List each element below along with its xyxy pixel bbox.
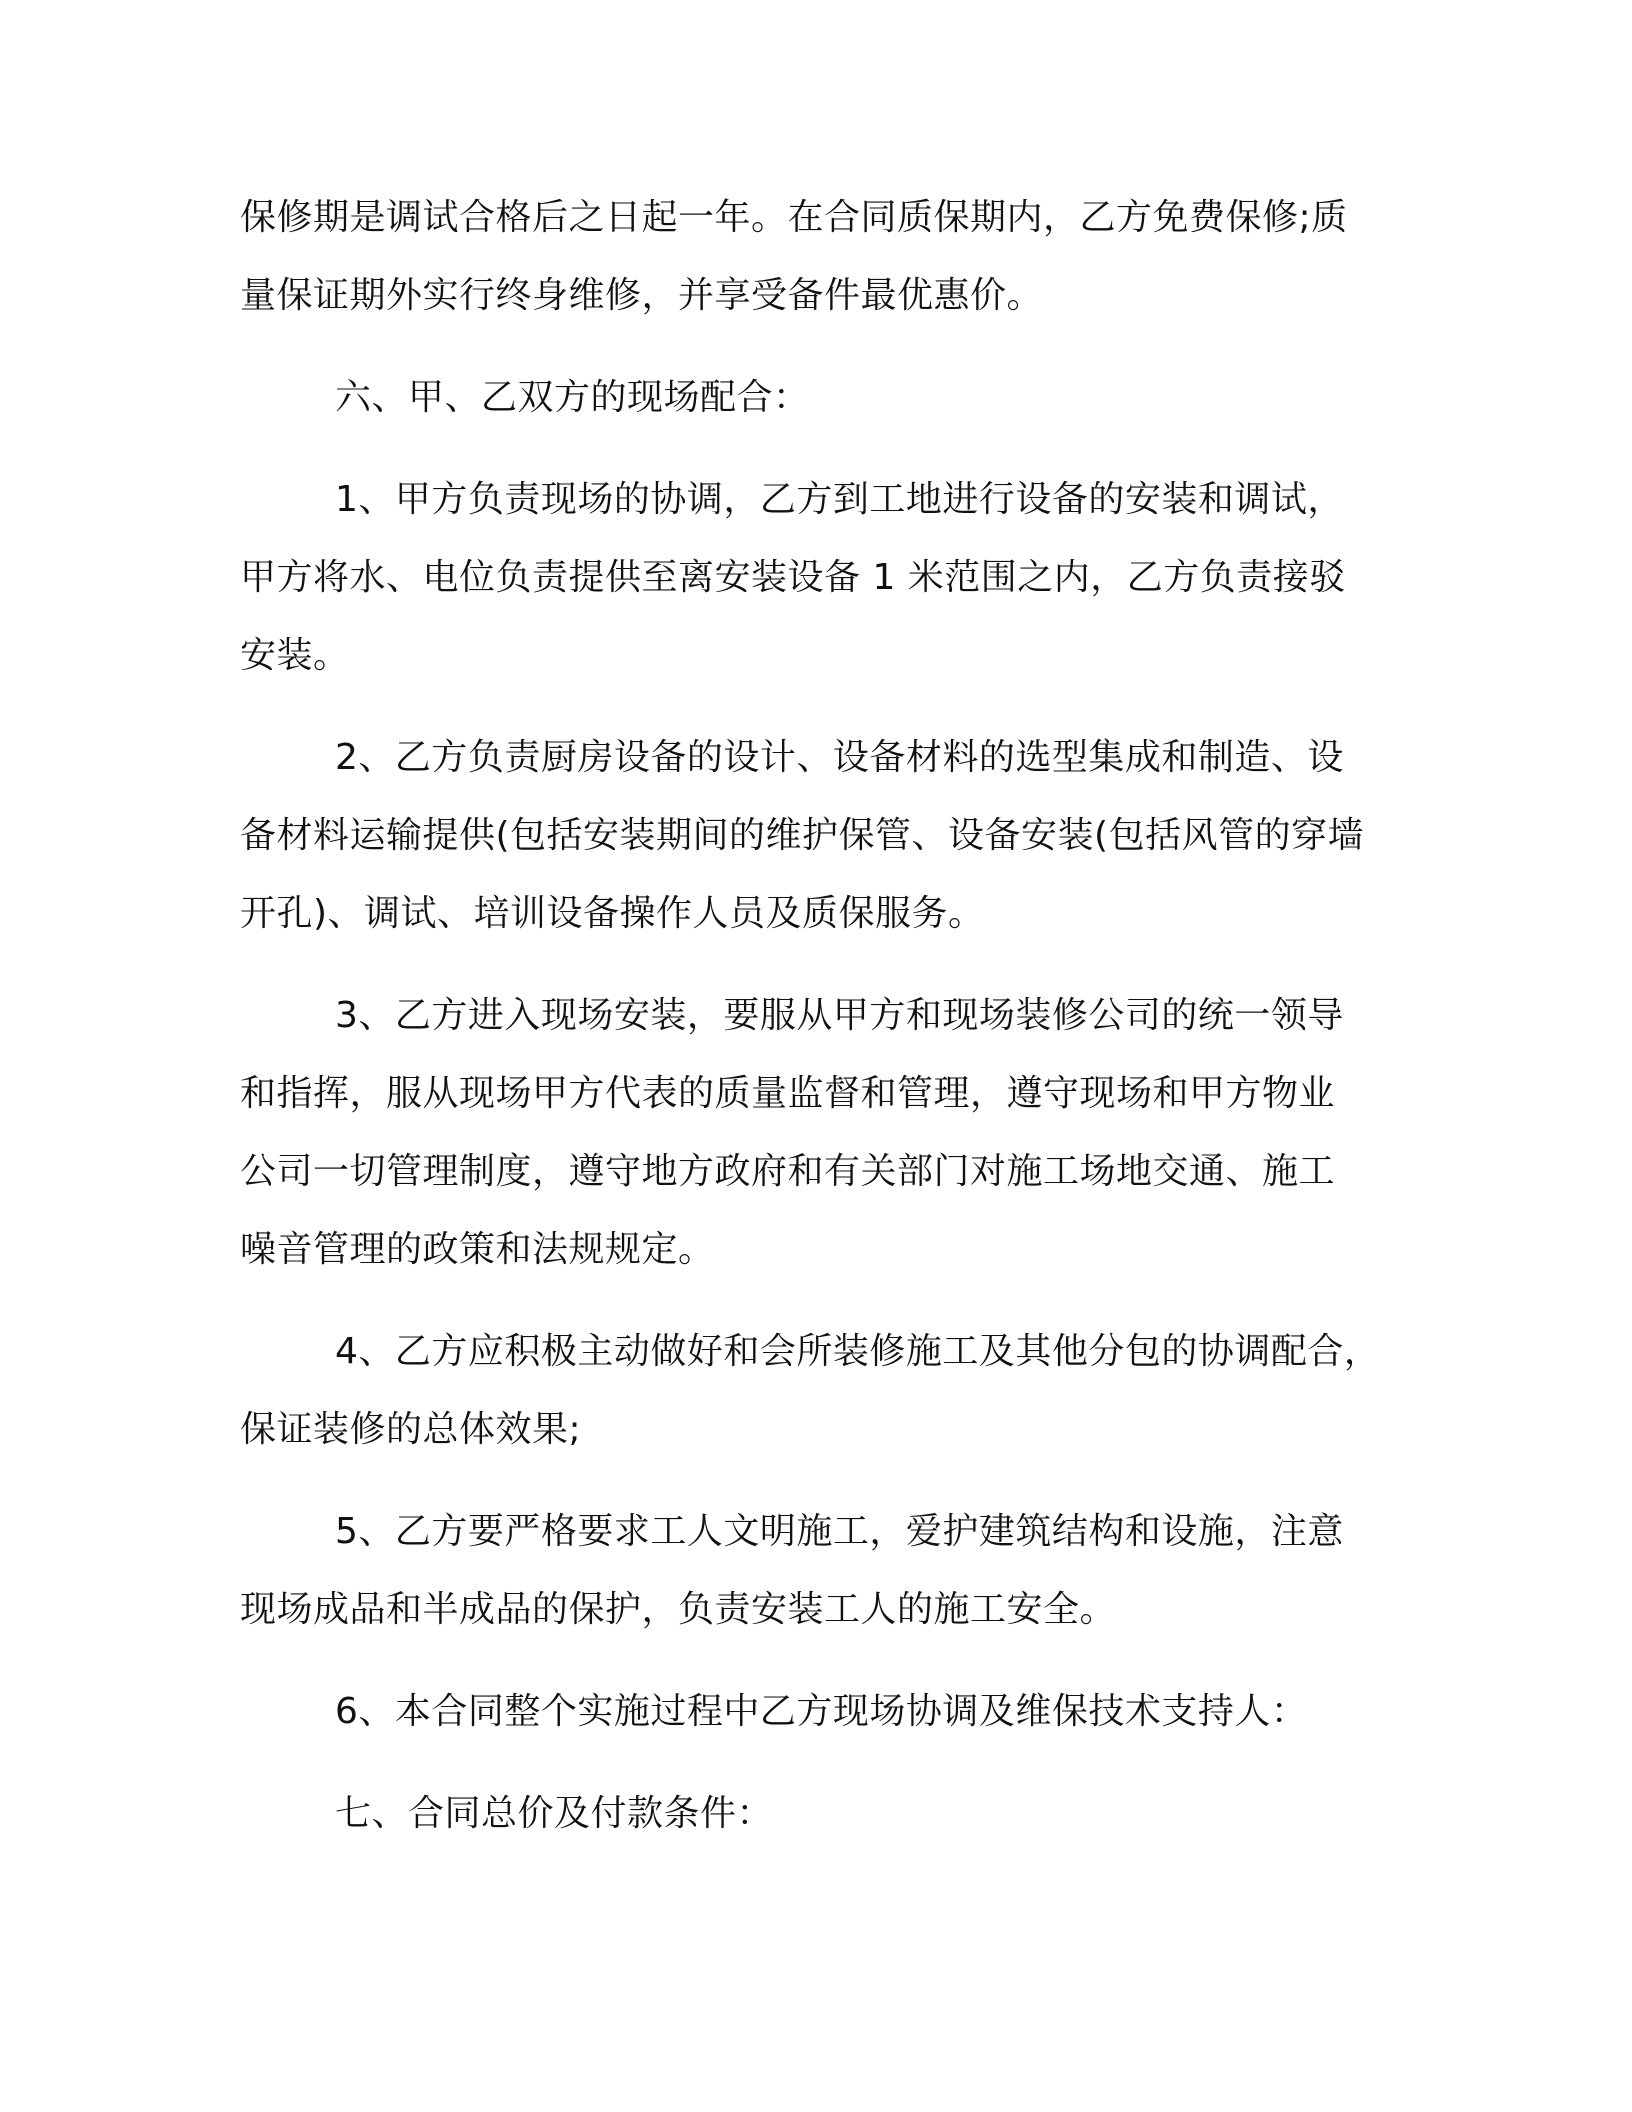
section-heading-6: 六、甲、乙双方的现场配合： — [335, 377, 810, 418]
text-line: 2、乙方负责厨房设备的设计、设备材料的选型集成和制造、设 — [335, 737, 1344, 778]
text-line: 公司一切管理制度，遵守地方政府和有关部门对施工场地交通、施工 — [240, 1151, 1336, 1192]
text-line: 3、乙方进入现场安装，要服从甲方和现场装修公司的统一领导 — [335, 995, 1344, 1036]
text-line: 开孔)、调试、培训设备操作人员及质保服务。 — [240, 893, 985, 934]
text-line: 现场成品和半成品的保护，负责安装工人的施工安全。 — [240, 1589, 1117, 1630]
text-line: 5、乙方要严格要求工人文明施工，爱护建筑结构和设施，注意 — [335, 1511, 1344, 1552]
text-line: 和指挥，服从现场甲方代表的质量监督和管理，遵守现场和甲方物业 — [240, 1073, 1336, 1114]
text-line: 备材料运输提供(包括安装期间的维护保管、设备安装(包括风管的穿墙 — [240, 815, 1365, 856]
text-line: 保证装修的总体效果; — [240, 1409, 582, 1450]
text-line: 1、甲方负责现场的协调，乙方到工地进行设备的安装和调试， — [335, 479, 1344, 520]
text-line: 安装。 — [240, 635, 350, 676]
text-line: 噪音管理的政策和法规规定。 — [240, 1229, 715, 1270]
text-line: 4、乙方应积极主动做好和会所装修施工及其他分包的协调配合， — [335, 1331, 1381, 1372]
text-line: 甲方将水、电位负责提供至离安装设备 1 米范围之内，乙方负责接驳 — [240, 557, 1346, 598]
text-line: 保修期是调试合格后之日起一年。在合同质保期内，乙方免费保修;质 — [240, 197, 1348, 238]
text-line: 6、本合同整个实施过程中乙方现场协调及维保技术支持人： — [335, 1691, 1308, 1732]
section-heading-7: 七、合同总价及付款条件： — [335, 1793, 774, 1834]
text-line: 量保证期外实行终身维修，并享受备件最优惠价。 — [240, 275, 1044, 316]
